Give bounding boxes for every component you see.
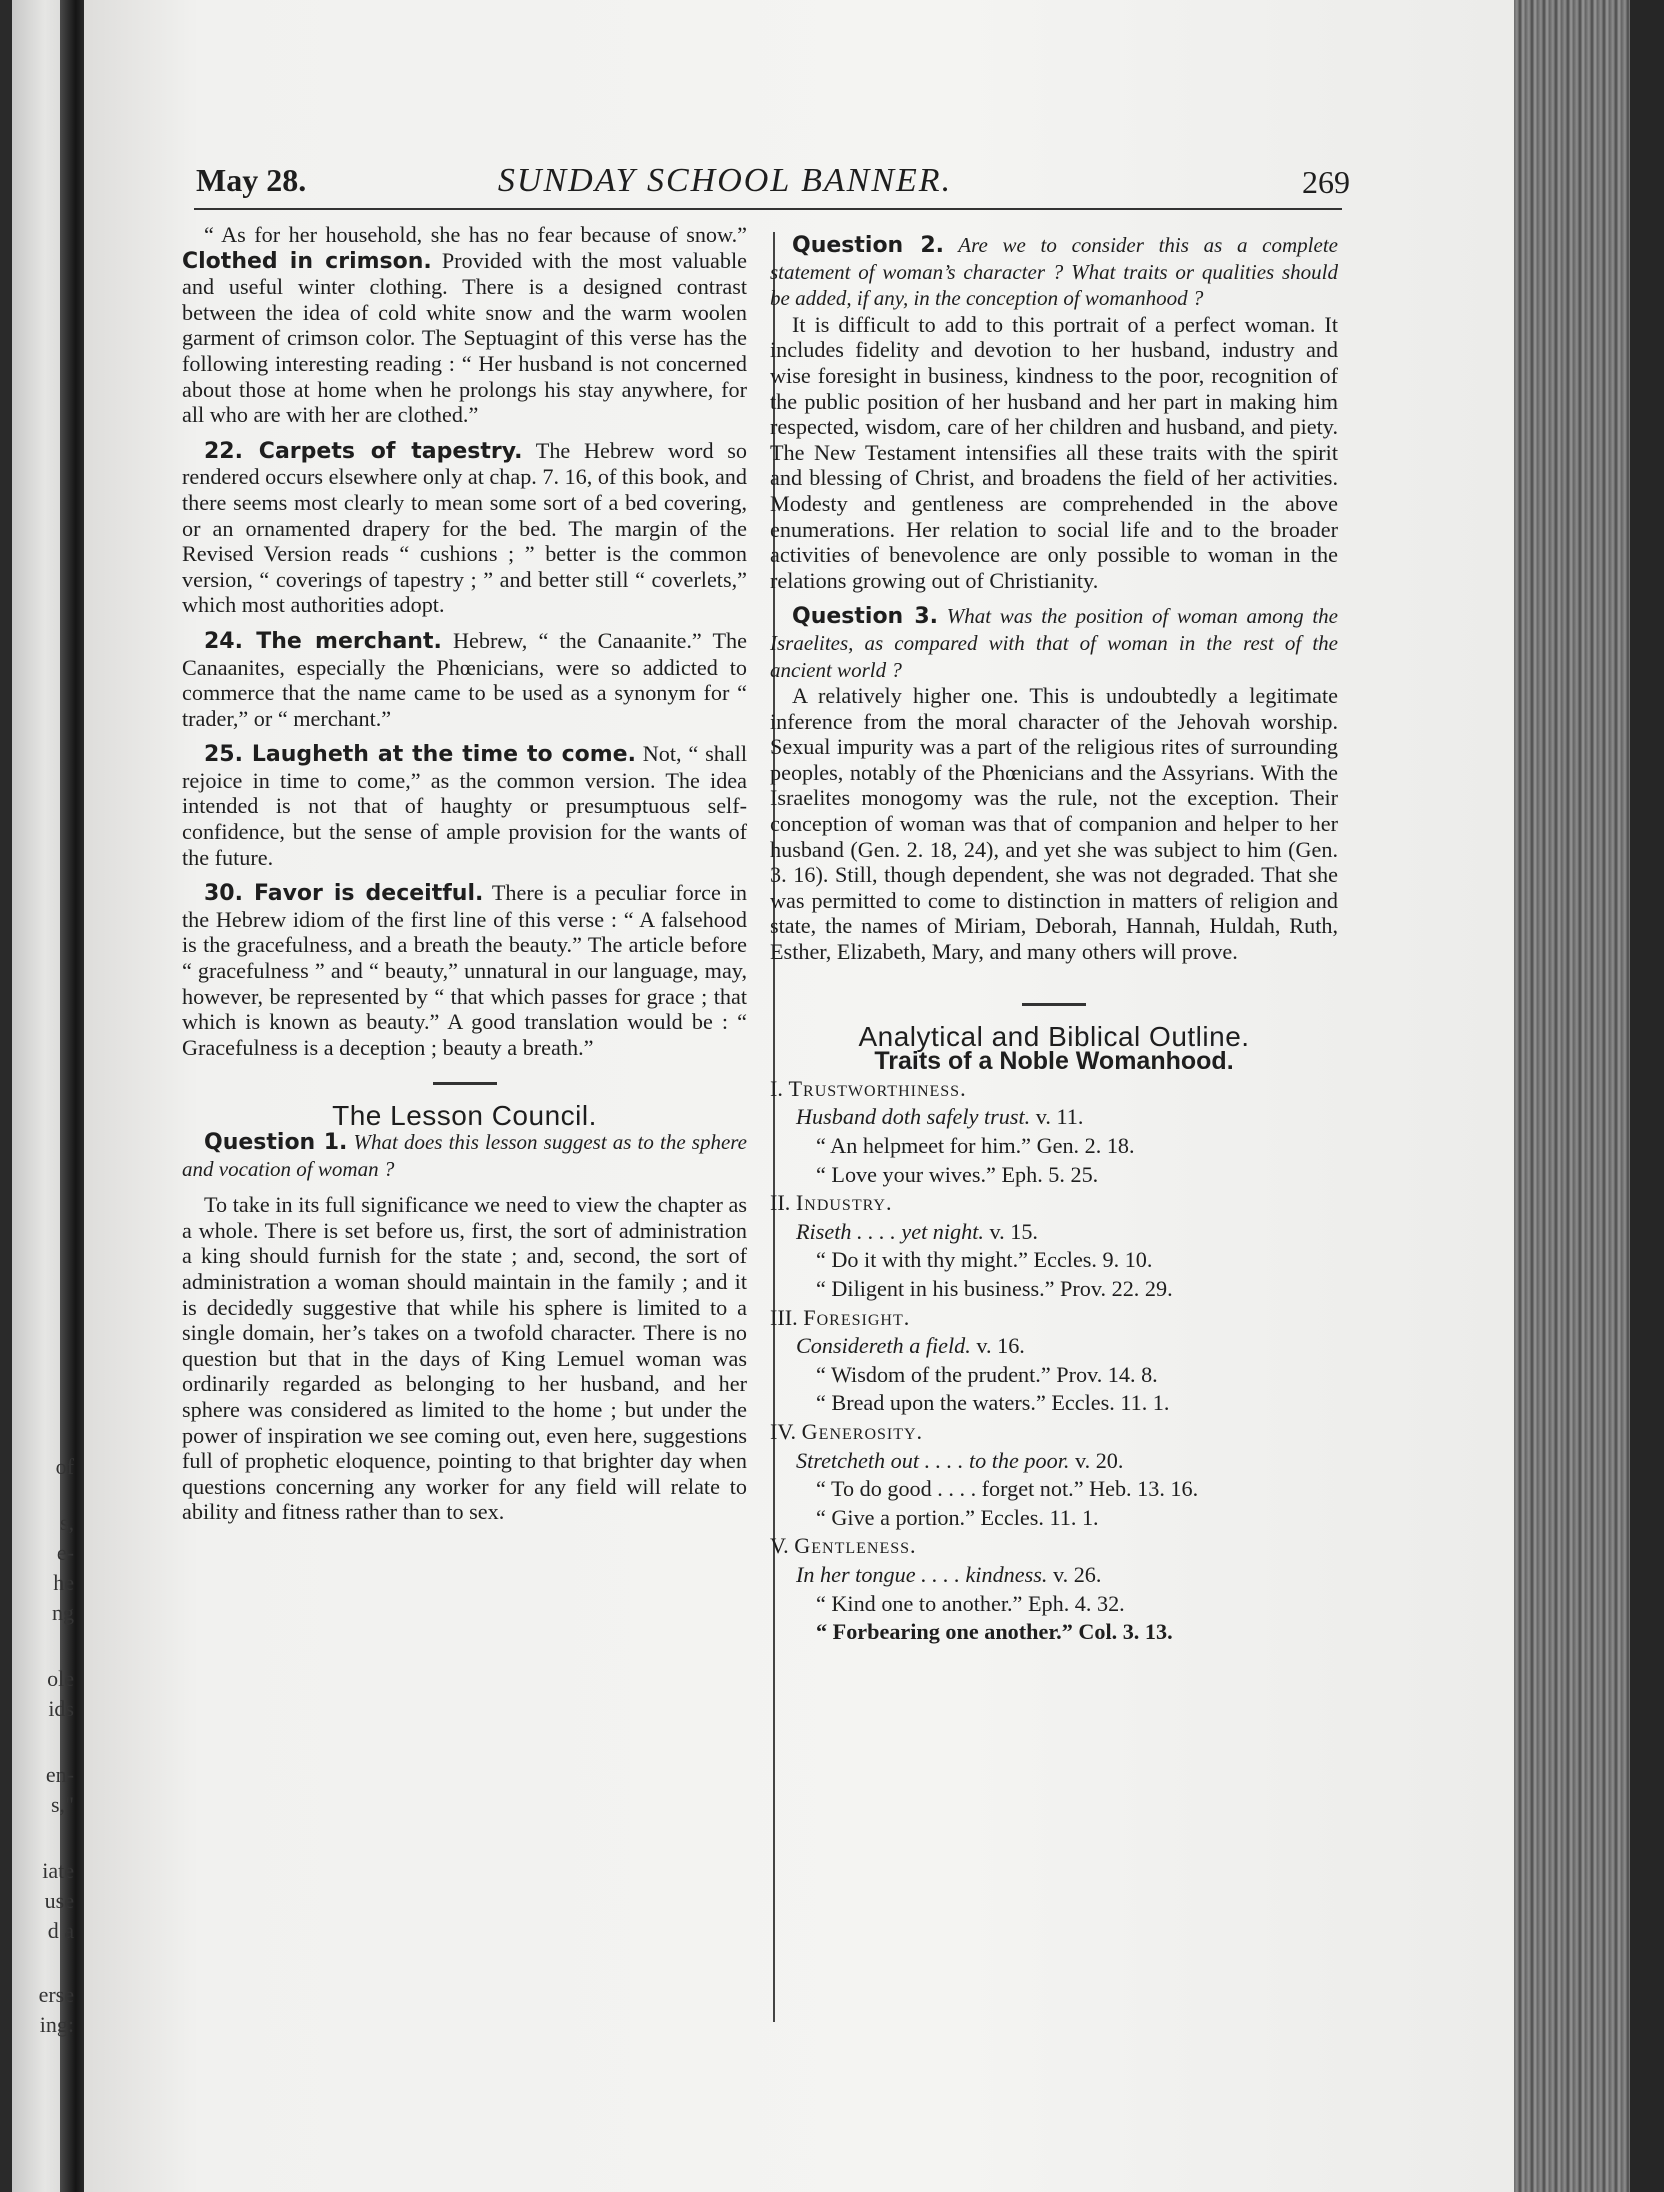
section-heading: Analytical and Biblical Outline. [858, 1020, 1250, 1052]
term-heading: 30. Favor is deceitful. [204, 881, 484, 907]
outline-quote: “ An helpmeet for him.” Gen. 2. 18. [816, 1133, 1135, 1158]
outline-quote: “ Love your wives.” Eph. 5. 25. [816, 1161, 1099, 1187]
paragraph-carpets [182, 438, 747, 618]
outline-quote: “ Give a portion.” Eccles. 11. 1. [816, 1504, 1099, 1530]
outline-ref-text: Considereth a field. [796, 1333, 971, 1359]
section-rule [1022, 1003, 1086, 1006]
outline-ref-text: Husband doth safely trust. [796, 1104, 1031, 1130]
paragraph-favor [182, 880, 747, 1060]
answer-3: A relatively higher one. This is undoubtedly a legitimate inference from the moral character of the Jehovah worship. Sexual impurity was a part of the religious rites of surrounding peoples, notably of the Phœnicians and the Assyrians. With the Israelites monogomy was the rule, not the exception. Their conception of woman was that of companion and helper to her husband (Gen. 2. 18, 24), and yet she was subject to him (Gen. 3. 16). Still, though dependent, she was not degraded. That she was permitted to come to distinction in matters of religion and state, the names of Miriam, Deborah, Hannah, Huldah, Ruth, Esther, Elizabeth, Mary, and many others will prove. [770, 683, 1338, 965]
question-text: What does this lesson suggest as to the sphere and vocation of woman ? [182, 1130, 747, 1181]
header-rule [194, 208, 1342, 210]
left-column [182, 222, 747, 1525]
paragraph-clothed [182, 222, 747, 428]
left-fragment: ole [47, 1666, 74, 1691]
header-date: May 28. [196, 162, 307, 198]
left-fragment: of [55, 1454, 74, 1479]
outline-title: Gentleness. [794, 1533, 917, 1559]
paragraph-merchant [182, 628, 747, 731]
outline-ref [770, 1332, 1338, 1361]
paragraph-laugheth [182, 741, 747, 870]
left-fragment: s, [59, 1510, 74, 1535]
question-label: Question 1. [204, 1130, 348, 1155]
outline-item [770, 1189, 1338, 1218]
paragraph-text: Not, “ shall rejoice in time to come,” as the common version. The idea intended is not that of haughty or presumptuous self-confidence, but the sense of ample provision for the wants of the future. [182, 741, 747, 870]
left-fragment: en- [45, 1762, 74, 1787]
outline-quote: “ Forbearing one another.” Col. 3. 13. [816, 1619, 1173, 1645]
question-3 [770, 603, 1338, 683]
outline-ref [770, 1103, 1338, 1132]
outline-ref [770, 1218, 1338, 1247]
outline-title: Industry. [795, 1190, 893, 1216]
outline-quote: “ Bread upon the waters.” Eccles. 11. 1. [816, 1390, 1170, 1416]
question-text: What was the position of woman among the Israelites, as compared with that of woman in the rest of the ancient world ? [770, 604, 1338, 682]
outline-number: V. [770, 1533, 789, 1559]
outline-title: Trustworthiness. [788, 1075, 967, 1101]
outline-quote: “ Wisdom of the prudent.” Prov. 14. 8. [816, 1361, 1158, 1387]
section-rule [433, 1082, 497, 1085]
term-heading: Clothed in crimson. [182, 248, 432, 274]
paragraph-text: “ As for her household, she has no fear because of snow.” [204, 222, 747, 247]
outline-item [770, 1532, 1338, 1561]
question-2 [770, 232, 1338, 312]
outline-ref-text: Riseth . . . . yet night. [796, 1218, 984, 1244]
outline-subheading: Traits of a Noble Womanhood. [874, 1047, 1234, 1076]
outline-item [770, 1075, 1338, 1104]
page-number: 269 [1302, 164, 1350, 200]
outline-verse: v. 20. [1069, 1447, 1124, 1473]
question-label: Question 2. [792, 233, 944, 258]
outline-ref [770, 1561, 1338, 1590]
right-column [770, 232, 1338, 1647]
left-fragment: iate [42, 1858, 74, 1883]
left-fragment: use [44, 1888, 74, 1913]
outline-title: Generosity. [801, 1418, 924, 1444]
left-fragment: e- [56, 1540, 74, 1565]
left-fragment: erse [38, 1982, 74, 2007]
term-heading: 22. Carpets of tapestry. [204, 438, 523, 464]
outline-verse: v. 15. [983, 1218, 1038, 1244]
question-1 [182, 1129, 747, 1182]
book-cover-edge [1630, 0, 1664, 2192]
paragraph-text: There is a peculiar force in the Hebrew idiom of the first line of this verse : “ A falsehood is the gracefulness, and a breath the beauty.” The article before “ gracefulness ” and “ beauty,” unnatural in our language, may, however, be represented by “ that which passes for grace ; that which is known as beauty.” A good translation would be : “ Gracefulness is a deception ; beauty a breath.” [182, 880, 747, 1060]
term-heading: 24. The merchant. [204, 628, 442, 654]
left-fragment: d a [47, 1918, 74, 1943]
answer-1: To take in its full significance we need to view the chapter as a whole. There is set before us, first, the sort of administration a king should furnish for the state ; and, second, the sort of administration a woman should maintain in the family ; and it is decidedly suggestive that while his sphere is limited to a single domain, her’s takes on a twofold character. There is no question but that in the days of King Lemuel woman was ordinarily regarded as belonging to her husband, and her sphere was considered as limited to the home ; but under the power of inspiration we see coming out, even here, suggestions full of prophetic eloquence, pointing to that brighter day when questions concerning any worker for any field will relate to ability and fitness rather than to sex. [182, 1192, 747, 1525]
outline-number: III. [770, 1304, 798, 1330]
outline-list [770, 1075, 1338, 1647]
paragraph-text: Provided with the most valuable and useful winter clothing. There is a designed contrast between the idea of cold white snow and the warm woolen garment of crimson color. The Septuagint of this verse has the following interesting reading : “ Her husband is not concerned about those at home when he prolongs his stay anywhere, for all who are with her are clothed.” [182, 247, 747, 428]
section-heading: The Lesson Council. [332, 1100, 597, 1132]
left-fragment: ng [52, 1600, 74, 1625]
question-text: Are we to consider this as a complete statement of woman’s character ? What traits or qualities should be added, if any, in the conception of womanhood ? [770, 233, 1338, 311]
paragraph-text: The Hebrew word so rendered occurs elsewhere only at chap. 7. 16, of this book, and there seems most clearly to mean some sort of a bed covering, or an ornamented drapery for the bed. The margin of the Revised Version reads “ cushions ; ” better is the common version, “ coverings of tapestry ; ” and better still “ coverlets,” which most authorities adopt. [182, 437, 747, 618]
question-label: Question 3. [792, 604, 939, 630]
outline-verse: v. 26. [1047, 1561, 1102, 1587]
running-header [110, 162, 1350, 212]
outline-ref-text: In her tongue . . . . kindness. [796, 1561, 1048, 1587]
outline-ref-text: Stretcheth out . . . . to the poor. [796, 1447, 1070, 1473]
outline-quote: “ To do good . . . . forget not.” Heb. 13. 16. [816, 1476, 1199, 1502]
outline-number: I. [770, 1075, 783, 1101]
outline-verse: v. 11. [1030, 1104, 1084, 1130]
left-fragment: ing: [39, 2012, 74, 2037]
left-page-edge [0, 0, 12, 2192]
left-fragment: he [53, 1570, 74, 1595]
outline-ref [770, 1447, 1338, 1476]
answer-2: It is difficult to add to this portrait of a perfect woman. It includes fidelity and devotion to her husband, industry and wise foresight in business, kindness to the poor, recognition of the public position of her husband and her part in making him respected, wisdom, care of her children and husband, and piety. The New Testament intensifies all these traits with the spirit and blessing of Christ, and broadens the field of her activities. Modesty and gentleness are comprehended in the above enumerations. Her relation to social life and to the broader activities of benevolence are only possible to woman in the relations growing out of Christianity. [770, 311, 1338, 593]
left-fragment: ids [48, 1696, 74, 1721]
outline-verse: v. 16. [970, 1333, 1025, 1359]
outline-title: Foresight. [803, 1304, 911, 1330]
outline-number: IV. [770, 1418, 797, 1444]
outline-item [770, 1418, 1338, 1447]
outline-item [770, 1304, 1338, 1333]
term-heading: 25. Laugheth at the time to come. [204, 742, 636, 768]
left-fragment: s," [50, 1792, 74, 1817]
outline-number: II. [770, 1190, 791, 1216]
outline-quote: “ Diligent in his business.” Prov. 22. 29. [816, 1275, 1173, 1301]
journal-title: SUNDAY SCHOOL BANNER. [497, 162, 953, 199]
outline-quote: “ Do it with thy might.” Eccles. 9. 10. [816, 1247, 1153, 1273]
outline-quote: “ Kind one to another.” Eph. 4. 32. [816, 1590, 1125, 1616]
paragraph-text: Hebrew, “ the Canaanite.” The Canaanites, especially the Phœnicians, were so addicted to commerce that the name came to be used as a synonym for “ trader,” or “ merchant.” [182, 627, 747, 731]
